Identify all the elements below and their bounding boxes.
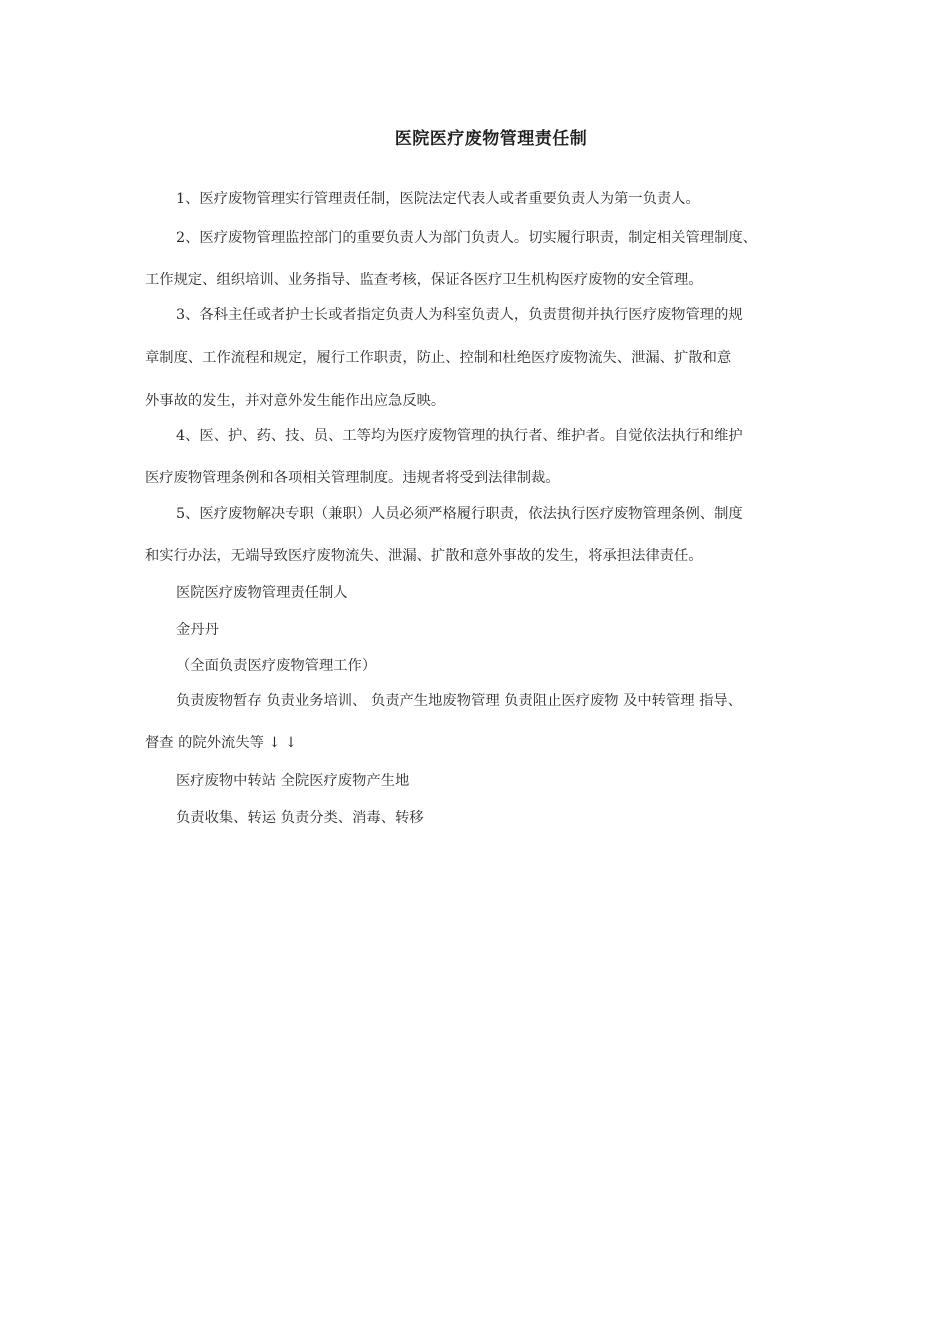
paragraph-3-line-2: 章制度、工作流程和规定，履行工作职责，防止、控制和杜绝医疗废物流失、泄漏、扩散和意 [145,350,732,366]
document-title: 医院医疗废物管理责任制 [394,129,588,149]
station-duties-line: 负责收集、转运 负责分类、消毒、转移 [176,810,424,826]
paragraph-3-line-3: 外事故的发生，并对意外发生能作出应急反映。 [145,393,446,409]
paragraph-4-line-1: 4、医、护、药、技、员、工等均为医疗废物管理的执行者、维护者。自觉依法执行和维护 [176,428,743,444]
paragraph-5-line-1: 5、医疗废物解决专职（兼职）人员必须严格履行职责，依法执行医疗废物管理条例、制度 [176,506,743,522]
paragraph-3-line-1: 3、各科主任或者护士长或者指定负责人为科室负责人，负责贯彻并执行医疗废物管理的规 [176,307,743,323]
responsible-person-role: （全面负责医疗废物管理工作） [176,658,377,674]
paragraph-5-line-2: 和实行办法，无端导致医疗废物流失、泄漏、扩散和意外事故的发生，将承担法律责任。 [145,548,703,564]
duties-line-2: 督查 的院外流失等 ↓ ↓ [145,735,297,751]
paragraph-1-line-1: 1、医疗废物管理实行管理责任制，医院法定代表人或者重要负责人为第一负责人。 [176,191,700,207]
paragraph-4-line-2: 医疗废物管理条例和各项相关管理制度。违规者将受到法律制裁。 [145,470,560,486]
paragraph-2-line-1: 2、医疗废物管理监控部门的重要负责人为部门负责人。切实履行职责，制定相关管理制度、 [176,230,757,246]
responsible-person-heading: 医院医疗废物管理责任制人 [176,585,348,601]
stations-line: 医疗废物中转站 全院医疗废物产生地 [176,773,410,789]
paragraph-2-line-2: 工作规定、组织培训、业务指导、监查考核，保证各医疗卫生机构医疗废物的安全管理。 [145,272,703,288]
duties-line-1: 负责废物暂存 负责业务培训、 负责产生地废物管理 负责阻止医疗废物 及中转管理 指导、 [176,693,743,709]
responsible-person-name: 金丹丹 [176,622,219,638]
